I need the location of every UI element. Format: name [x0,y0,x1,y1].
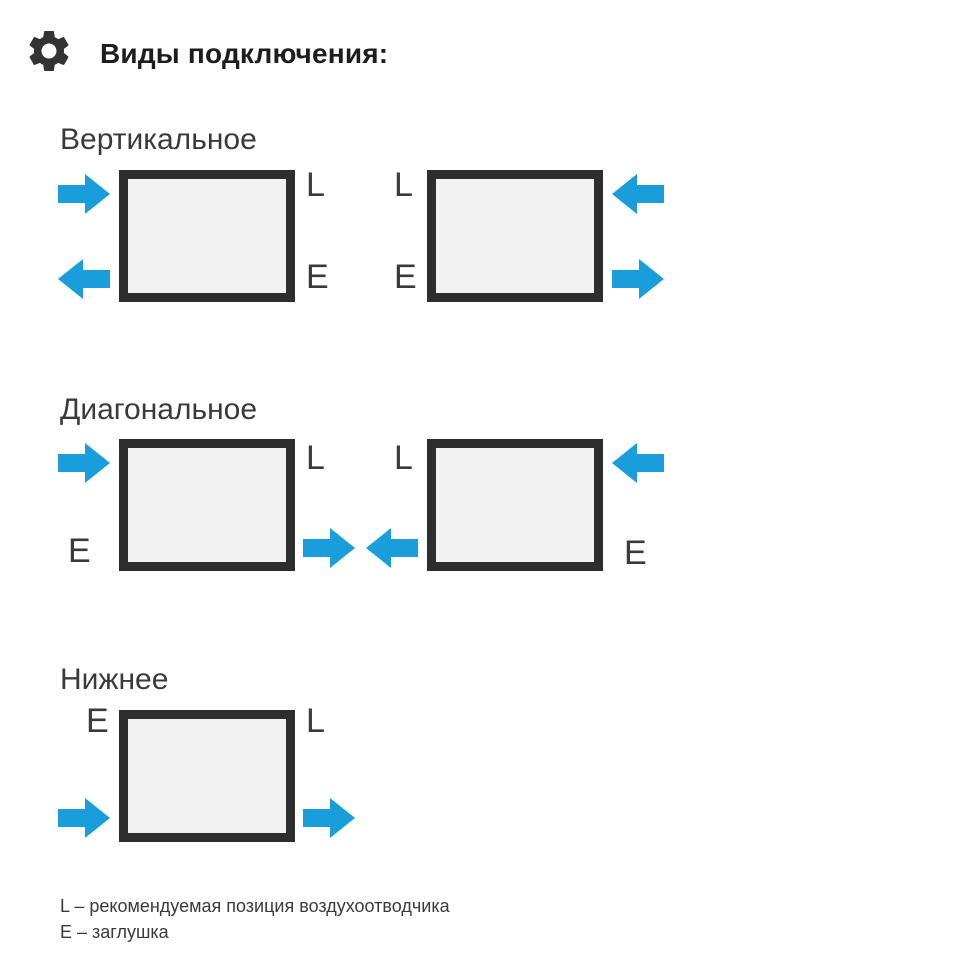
radiator-rect [427,439,603,571]
port-label-l: L [306,166,325,204]
radiator-rect [119,710,295,842]
radiator-rect [427,170,603,302]
legend [60,893,450,945]
flow-arrow-left-icon [612,443,664,483]
port-label-l: L [394,166,413,204]
port-label-e: E [86,702,109,740]
flow-arrow-right-icon [303,528,355,568]
flow-arrow-right-icon [58,174,110,214]
radiator-rect [119,170,295,302]
radiator-rect [119,439,295,571]
flow-arrow-right-icon [58,798,110,838]
port-label-e: E [394,258,417,296]
section-label: Нижнее [60,663,169,696]
page-title: Виды подключения: [100,38,389,69]
port-label-e: E [68,532,91,570]
port-label-l: L [306,439,325,477]
legend-line: L – рекомендуемая позиция воздухоотводчика [60,896,450,916]
flow-arrow-left-icon [366,528,418,568]
port-label-l: L [306,702,325,740]
flow-arrow-left-icon [612,174,664,214]
flow-arrow-right-icon [612,259,664,299]
port-label-e: E [624,534,647,572]
section-label: Вертикальное [60,123,257,156]
section-label: Диагональное [60,393,258,426]
flow-arrow-right-icon [303,798,355,838]
gear-icon [24,26,74,76]
flow-arrow-left-icon [58,259,110,299]
port-label-e: E [306,258,329,296]
flow-arrow-right-icon [58,443,110,483]
port-label-l: L [394,439,413,477]
legend-line: E – заглушка [60,922,169,942]
